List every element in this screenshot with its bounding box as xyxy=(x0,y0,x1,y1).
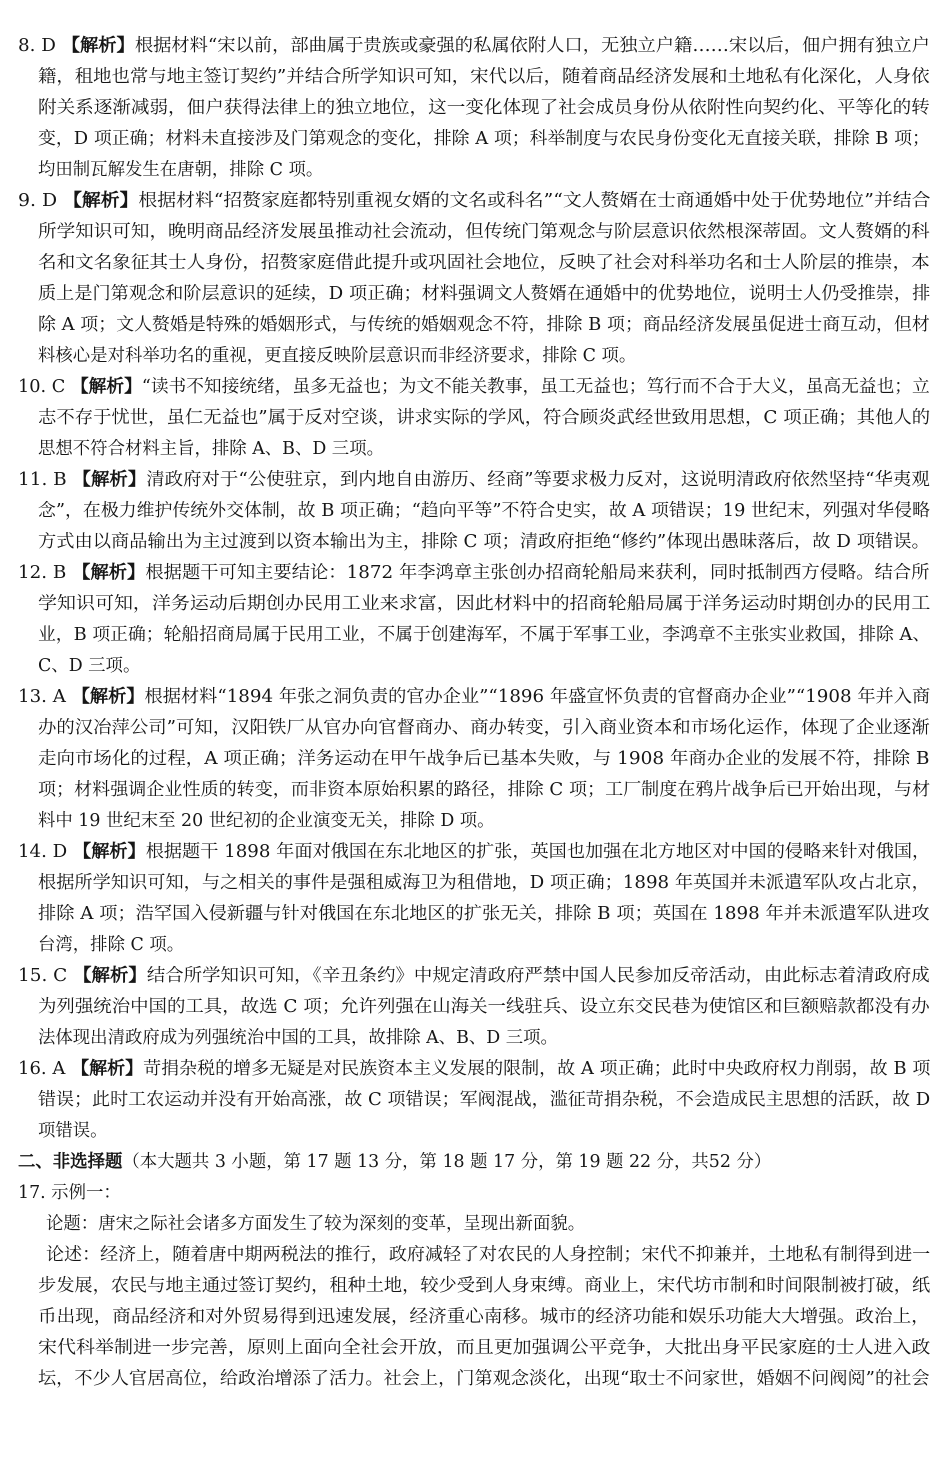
analysis-tag: 【解析】 xyxy=(71,687,145,707)
text-line xyxy=(18,33,930,60)
text-line xyxy=(38,126,930,153)
line-text: 附关系逐渐减弱，佃户获得法律上的独立地位，这一变化体现了社会成员身份从依附性向契约化、平等化的转 xyxy=(38,98,930,118)
line-text: 质上是门第观念和阶层意识的延续，D 项正确；材料强调文人赘婿在通婚中的优势地位，说明士人仍受推崇，排 xyxy=(38,284,931,304)
text-line xyxy=(18,560,929,587)
line-text: 根据题干可知主要结论：1872 年李鸿章主张创办招商轮船局来获利，同时抵制西方侵略。结合所 xyxy=(145,563,930,583)
text-line xyxy=(38,343,636,370)
line-text: 根据材料“招赘家庭都特别重视女婿的文名或科名”“文人赘婿在士商通婚中处于优势地位”并结合 xyxy=(138,191,931,211)
text-line xyxy=(38,1025,558,1052)
text-line xyxy=(38,653,140,680)
text-line xyxy=(38,95,930,122)
question-number: 15. C xyxy=(18,966,68,986)
analysis-tag: 【解析】 xyxy=(63,191,139,211)
line-text: 币出现，商品经济和对外贸易得到迅速发展，经济重心南移。城市的经济功能和娱乐功能大大增强。政治上， xyxy=(38,1307,930,1327)
text-line xyxy=(38,808,495,835)
line-text: C、D 三项。 xyxy=(38,656,141,676)
question-number: 9. D xyxy=(18,191,58,211)
line-text: （本大题共 3 小题，第 17 题 13 分，第 18 题 17 分，第 19 题 22 分，共52 分） xyxy=(122,1152,772,1172)
text-line xyxy=(18,188,930,215)
text-line xyxy=(18,839,930,866)
line-text: 清政府对于“公使驻京，到内地自由游历、经商”等要求极力反对，这说明清政府依然坚持“华夷观 xyxy=(146,470,930,490)
analysis-tag: 【解析】 xyxy=(72,470,147,490)
line-text: 念”，在极力维护传统外交体制，故 B 项正确；“趋向平等”不符合史实，故 A 项错误；19 世纪末，列强对华侵略 xyxy=(38,501,930,521)
text-line xyxy=(38,1335,930,1362)
line-text: 料中 19 世纪末至 20 世纪初的企业演变无关，排除 D 项。 xyxy=(38,811,495,831)
question-number: 8. D xyxy=(18,36,56,56)
question-number: 14. D xyxy=(18,842,68,862)
line-text: 思想不符合材料主旨，排除 A、B、D 三项。 xyxy=(38,439,384,459)
text-line xyxy=(38,901,930,928)
line-text: 根据题干 1898 年面对俄国在东北地区的扩张，英国也加强在北方地区对中国的侵略来针对俄国， xyxy=(145,842,931,862)
line-text: 坛，不少人官居高位，给政治增添了活力。社会上，门第观念淡化，出现“取士不问家世，婚姻不问阀阅”的社会 xyxy=(38,1369,930,1389)
text-line xyxy=(38,529,930,556)
line-text: 根据材料“宋以前，部曲属于贵族或豪强的私属依附人口，无独立户籍……宋以后，佃户拥有独立户 xyxy=(134,36,930,56)
line-text: 结合所学知识可知，《辛丑条约》中规定清政府严禁中国人民参加反帝活动，由此标志着清政府成 xyxy=(146,966,930,986)
text-line xyxy=(38,498,930,525)
line-text: 步发展，农民与地主通过签订契约，租种土地，较少受到人身束缚。商业上，宋代坊市制和时间限制被打破，纸 xyxy=(38,1276,931,1296)
text-line xyxy=(38,746,929,773)
line-text: 办的汉冶萍公司”可知，汉阳铁厂从官办向官督商办、商办转变，引入商业资本和市场化运作，体现了企业逐渐 xyxy=(38,718,930,738)
analysis-tag: 【解析】 xyxy=(71,1059,144,1079)
line-text: 论题：唐宋之际社会诸多方面发生了较为深刻的变革，呈现出新面貌。 xyxy=(46,1214,586,1234)
line-text: 宋代科举制进一步完善，原则上面向全社会开放，而且更加强调公平竞争，大批出身平民家庭的士人进入政 xyxy=(38,1338,931,1358)
line-text: 名和文名象征其士人身份，招赘家庭借此提升或巩固社会地位，反映了社会对科举功名和士人阶层的推崇，本 xyxy=(38,253,930,273)
text-line xyxy=(38,870,930,897)
line-text: 方式由以商品输出为主过渡到以资本输出为主，排除 C 项；清政府拒绝“修约”体现出愚昧落后，故 D 项错误。 xyxy=(38,532,930,552)
text-line xyxy=(38,436,384,463)
line-text: 志不存于忧世，虽仁无益也”属于反对空谈，讲求实际的学风，符合顾炎武经世致用思想，C 项正确；其他人的 xyxy=(38,408,931,428)
text-line xyxy=(38,219,930,246)
line-text: 料核心是对科举功名的重视，更直接反映阶层意识而非经济要求，排除 C 项。 xyxy=(38,346,637,366)
analysis-tag: 【解析】 xyxy=(61,36,135,56)
text-line xyxy=(38,1118,108,1145)
text-line xyxy=(38,250,930,277)
text-line xyxy=(38,1304,930,1331)
text-line xyxy=(18,1149,771,1176)
question-number: 12. B xyxy=(18,563,67,583)
question-number: 13. A xyxy=(18,687,66,707)
line-text: 为列强统治中国的工具，故选 C 项；允许列强在山海关一线驻兵、设立东交民巷为使馆区和巨额赔款都没有办 xyxy=(38,997,930,1017)
text-line xyxy=(18,1180,121,1207)
text-line xyxy=(18,1056,930,1083)
question-number: 11. B xyxy=(18,470,67,490)
question-number: 10. C xyxy=(18,377,66,397)
analysis-tag: 【解析】 xyxy=(72,563,146,583)
line-text: 法体现出清政府成为列强统治中国的工具，故排除 A、B、D 三项。 xyxy=(38,1028,558,1048)
line-text: 籍，租地也常与地主签订契约”并结合所学知识可知，宋代以后，随着商品经济发展和土地私有化深化，人身依 xyxy=(38,67,930,87)
line-text: 苛捐杂税的增多无疑是对民族资本主义发展的限制，故 A 项正确；此时中央政府权力削弱，故 B 项 xyxy=(143,1059,931,1079)
line-text: 学知识可知，洋务运动后期创办民用工业来求富，因此材料中的招商轮船局属于洋务运动时期创办的民用工 xyxy=(38,594,931,614)
line-text: 变，D 项正确；材料未直接涉及门第观念的变化，排除 A 项；科举制度与农民身份变化无直接关联，排除 B 项； xyxy=(38,129,930,149)
text-line xyxy=(38,715,930,742)
line-text: 根据所学知识可知，与之相关的事件是强租威海卫为租借地，D 项正确；1898 年英国并未派遣军队攻占北京， xyxy=(38,873,930,893)
line-text: 论述：经济上，随着唐中期两税法的推行，政府减轻了对农民的人身控制；宋代不抑兼并，土地私有制得到进一 xyxy=(46,1245,931,1265)
line-text: 项；材料强调企业性质的转变，而非资本原始积累的路径，排除 C 项；工厂制度在鸦片战争后已开始出现，与材 xyxy=(38,780,931,800)
text-line xyxy=(38,405,930,432)
text-line xyxy=(46,1211,585,1238)
analysis-tag: 【解析】 xyxy=(70,377,142,397)
text-line xyxy=(38,994,930,1021)
line-text: 17. 示例一： xyxy=(18,1183,121,1203)
text-line xyxy=(18,467,930,494)
text-line xyxy=(18,374,930,401)
text-line xyxy=(46,1242,930,1269)
text-line xyxy=(38,281,930,308)
line-text: 除 A 项；文人赘婚是特殊的婚姻形式，与传统的婚姻观念不符，排除 B 项；商品经济发展虽促进士商互动，但材 xyxy=(38,315,930,335)
line-text: 台湾，排除 C 项。 xyxy=(38,935,185,955)
line-text: 业，B 项正确；轮船招商局属于民用工业，不属于创建海军，不属于军事工业，李鸿章不主张实业救国，排除 A、 xyxy=(38,625,931,645)
line-text: 错误；此时工农运动并没有开始高涨，故 C 项错误；军阀混战，滥征苛捐杂税，不会造成民主思想的活跃，故 D xyxy=(38,1090,931,1110)
line-text: “读书不知接统绪，虽多无益也；为文不能关教事，虽工无益也；笃行而不合于大义，虽高无益也；立 xyxy=(141,377,930,397)
analysis-tag: 【解析】 xyxy=(73,966,147,986)
text-line xyxy=(38,157,323,184)
text-line xyxy=(38,1273,930,1300)
text-line xyxy=(18,684,930,711)
text-line xyxy=(38,1087,930,1114)
text-line xyxy=(38,622,930,649)
text-line xyxy=(38,64,930,91)
text-line xyxy=(38,1366,930,1393)
question-number: 16. A xyxy=(18,1059,66,1079)
line-text: 所学知识可知，晚明商品经济发展虽推动社会流动，但传统门第观念与阶层意识依然根深蒂固。文人赘婿的科 xyxy=(38,222,930,242)
line-text: 项错误。 xyxy=(38,1121,108,1141)
analysis-tag: 【解析】 xyxy=(73,842,146,862)
text-line xyxy=(38,932,184,959)
text-line xyxy=(38,591,930,618)
line-text: 走向市场化的过程，A 项正确；洋务运动在甲午战争后已基本失败，与 1908 年商办企业的发展不符，排除 B xyxy=(38,749,930,769)
section-heading: 二、非选择题 xyxy=(18,1152,123,1172)
line-text: 均田制瓦解发生在唐朝，排除 C 项。 xyxy=(38,160,324,180)
text-line xyxy=(38,777,930,804)
line-text: 根据材料“1894 年张之洞负责的官办企业”“1896 年盛宣怀负责的官督商办企业”“1908 年并入商 xyxy=(144,687,931,707)
text-line xyxy=(38,312,930,339)
line-text: 排除 A 项；浩罕国入侵新疆与针对俄国在东北地区的扩张无关，排除 B 项；英国在 1898 年并未派遣军队进攻 xyxy=(38,904,930,924)
text-line xyxy=(18,963,930,990)
